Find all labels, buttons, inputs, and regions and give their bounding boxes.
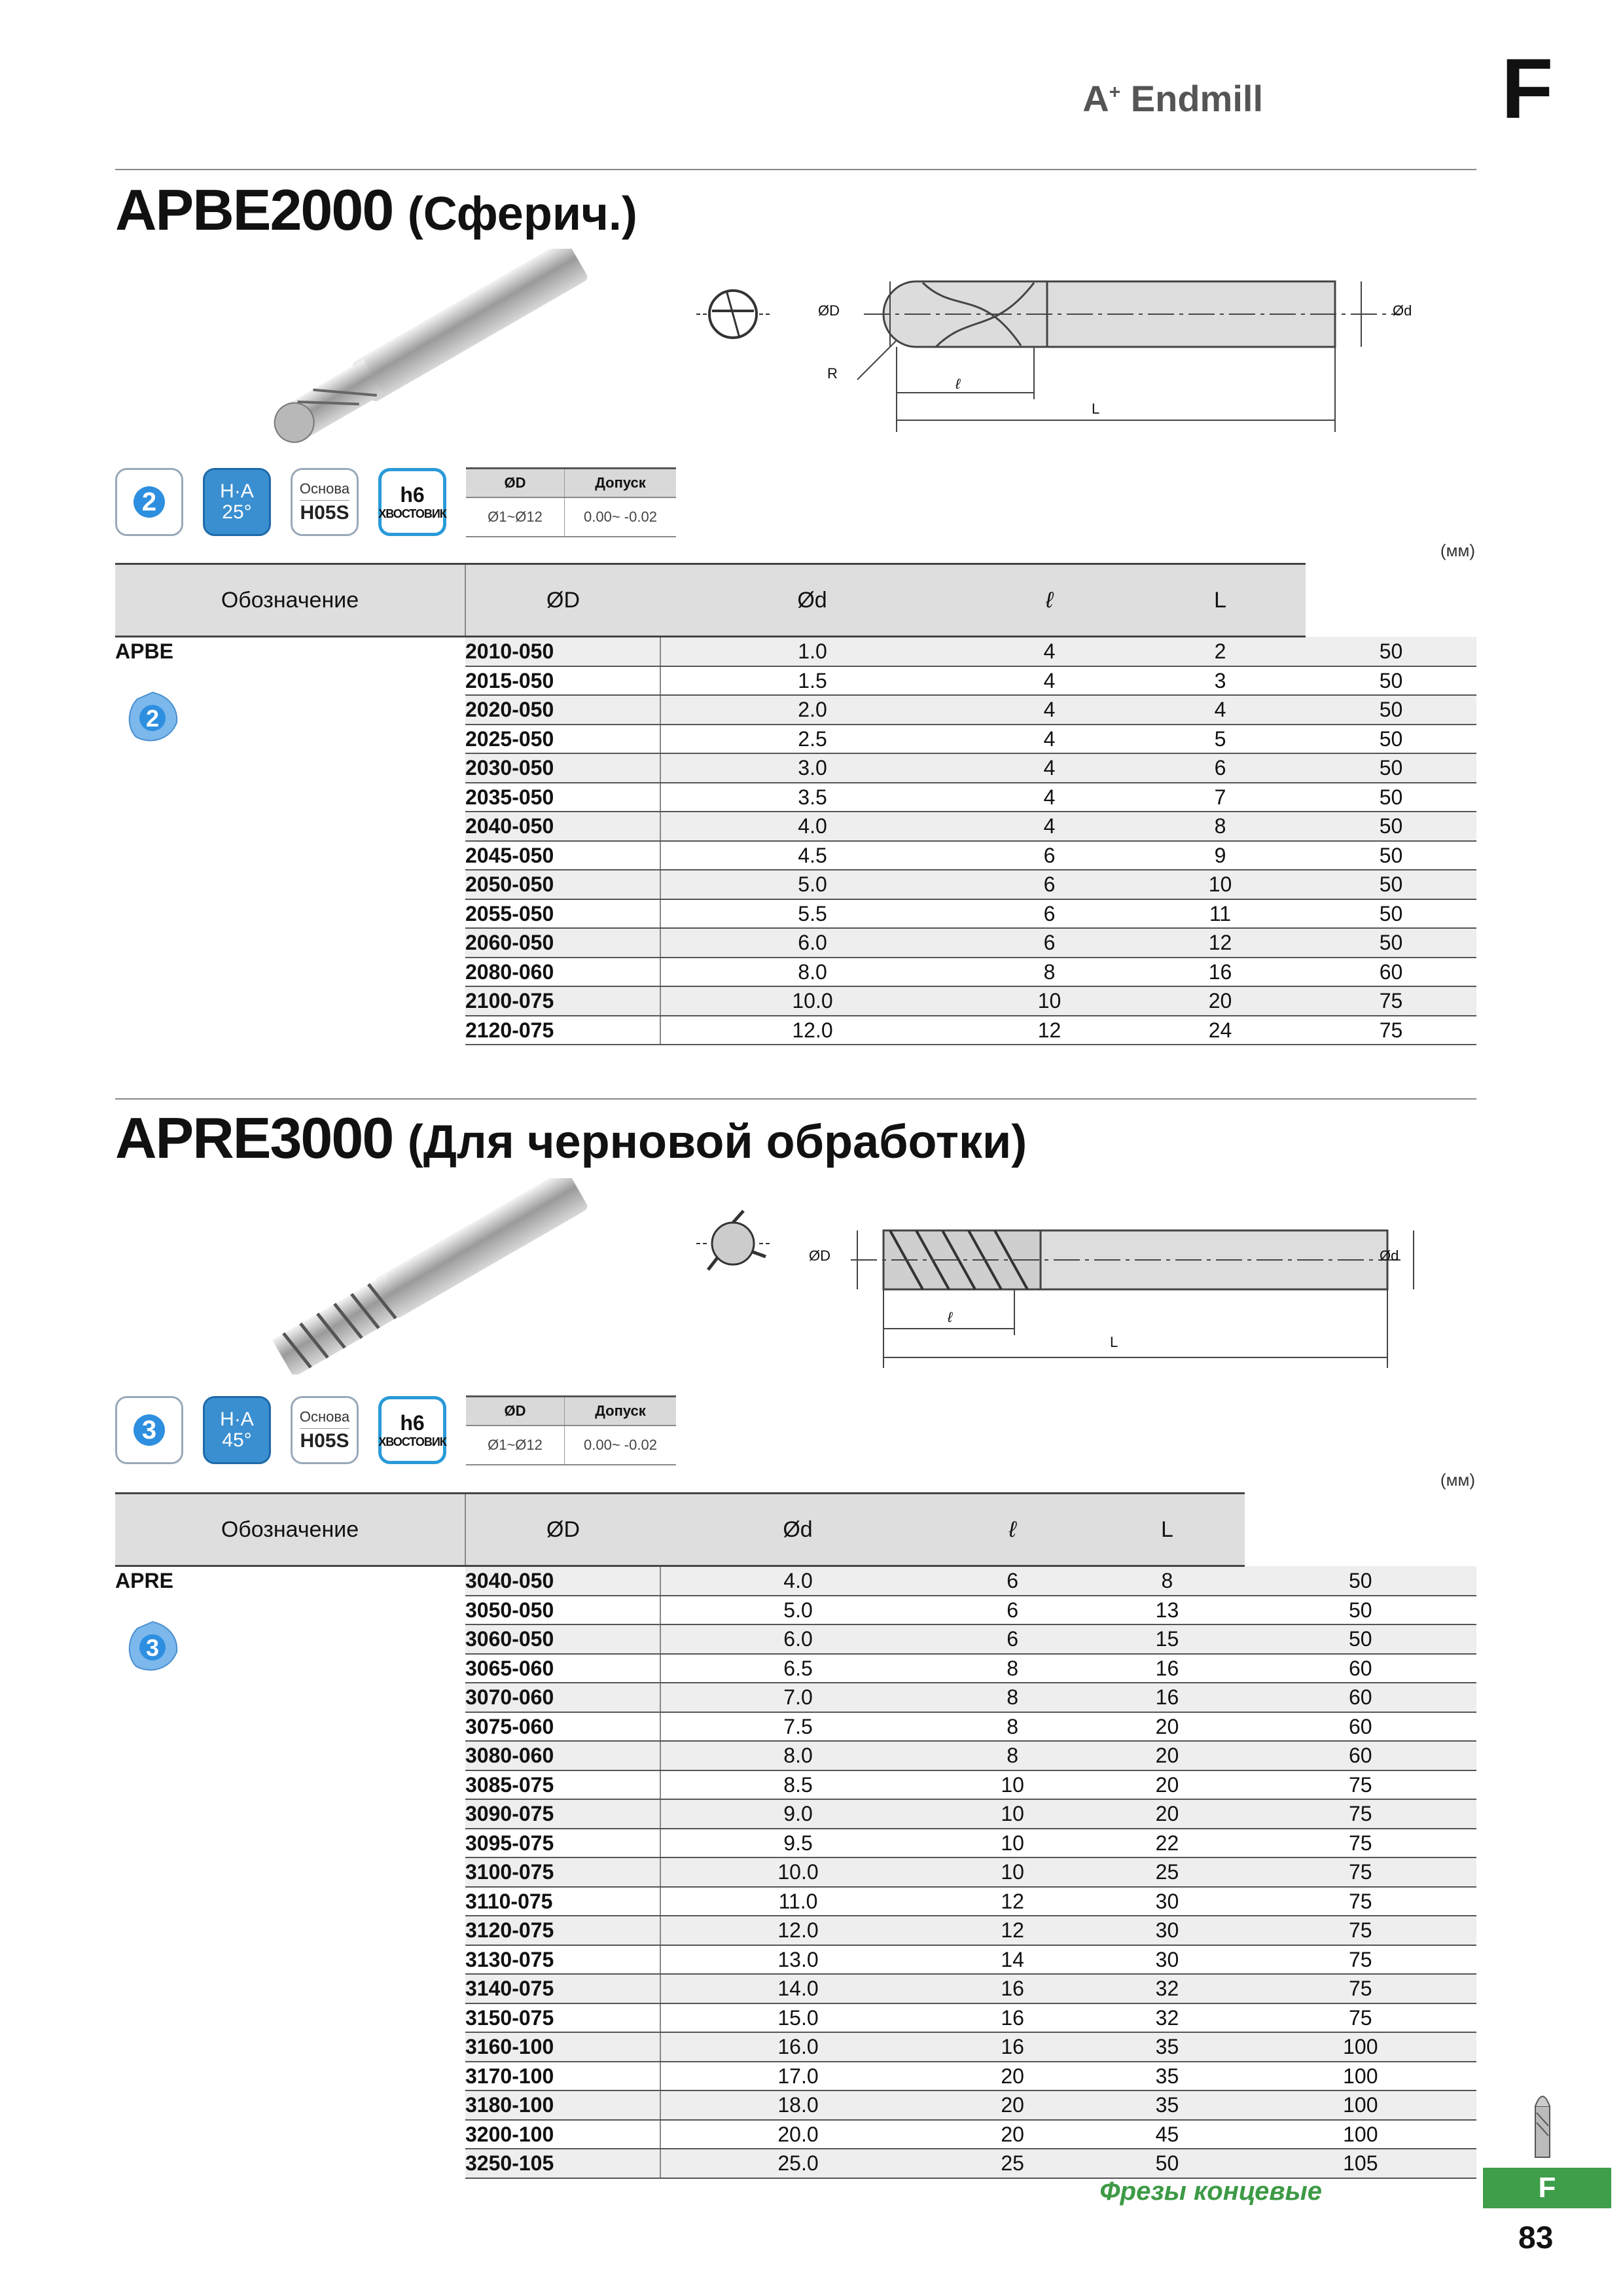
cell-d: 8.0 xyxy=(660,958,964,987)
shank-label: ХВОСТОВИК xyxy=(378,1435,446,1448)
ball-endmill-image xyxy=(249,249,615,445)
cell-designation: 3160-100 xyxy=(465,2032,660,2062)
cell-L: 50 xyxy=(1306,928,1476,958)
apbe-spec-table xyxy=(115,563,1476,1045)
cell-shank: 12 xyxy=(935,1916,1090,1945)
cell-L: 75 xyxy=(1245,1945,1476,1975)
helix-label: H·A xyxy=(220,480,254,502)
cell-L: 50 xyxy=(1306,666,1476,696)
cell-d: 4.0 xyxy=(660,1566,935,1596)
flutes-3-icon xyxy=(115,1396,183,1464)
tolerance-table xyxy=(466,1395,676,1465)
series-cell xyxy=(115,637,465,1045)
cell-designation: 3130-075 xyxy=(465,1945,660,1975)
apre-dimension-drawing xyxy=(812,1217,1440,1368)
cell-designation: 2100-075 xyxy=(465,986,660,1016)
cell-shank: 10 xyxy=(935,1770,1090,1800)
cell-shank: 20 xyxy=(935,2062,1090,2091)
cell-shank: 14 xyxy=(935,1945,1090,1975)
col-d: ØD xyxy=(465,564,660,637)
cell-shank: 16 xyxy=(935,2003,1090,2033)
cell-d: 20.0 xyxy=(660,2120,935,2149)
cell-d: 11.0 xyxy=(660,1887,935,1916)
cell-d: 15.0 xyxy=(660,2003,935,2033)
cell-l: 20 xyxy=(1090,1799,1244,1829)
ball-cross-section-icon xyxy=(694,275,772,353)
cell-d: 6.0 xyxy=(660,928,964,958)
cell-shank: 8 xyxy=(935,1741,1090,1770)
cell-d: 13.0 xyxy=(660,1945,935,1975)
roughing-endmill-image xyxy=(249,1178,615,1374)
cell-shank: 10 xyxy=(935,1799,1090,1829)
table-row xyxy=(115,1566,1476,1596)
cell-d: 6.0 xyxy=(660,1624,935,1654)
col-shank: Ød xyxy=(660,1494,935,1566)
cell-L: 60 xyxy=(1245,1712,1476,1742)
cell-shank: 6 xyxy=(964,928,1135,958)
series-label: APRE xyxy=(115,1569,173,1592)
cell-L: 50 xyxy=(1306,899,1476,929)
cell-L: 50 xyxy=(1306,753,1476,783)
cell-l: 20 xyxy=(1135,986,1306,1016)
dim-label-d: Ød xyxy=(1393,302,1412,319)
cell-d: 12.0 xyxy=(660,1016,964,1045)
cell-designation: 2015-050 xyxy=(465,666,660,696)
cell-d: 7.5 xyxy=(660,1712,935,1742)
cell-l: 20 xyxy=(1090,1770,1244,1800)
cell-L: 75 xyxy=(1245,1829,1476,1858)
cell-l: 16 xyxy=(1135,958,1306,987)
brand-rest: Endmill xyxy=(1120,78,1263,119)
cell-L: 50 xyxy=(1245,1596,1476,1625)
cell-d: 5.0 xyxy=(660,1596,935,1625)
cell-d: 16.0 xyxy=(660,2032,935,2062)
endmill-side-icon xyxy=(1524,2087,1561,2159)
cell-shank: 4 xyxy=(964,812,1135,841)
cell-l: 35 xyxy=(1090,2062,1244,2091)
cell-L: 100 xyxy=(1245,2032,1476,2062)
cell-l: 20 xyxy=(1090,1741,1244,1770)
apbe-dimension-drawing xyxy=(812,275,1440,432)
cell-d: 25.0 xyxy=(660,2149,935,2178)
cell-L: 75 xyxy=(1245,1916,1476,1945)
cell-shank: 6 xyxy=(935,1566,1090,1596)
shank-grade: h6 xyxy=(400,1411,425,1435)
brand-plus: + xyxy=(1109,81,1121,103)
cell-d: 9.5 xyxy=(660,1829,935,1858)
cell-designation: 3170-100 xyxy=(465,2062,660,2091)
series-label: APBE xyxy=(115,639,173,663)
cell-shank: 16 xyxy=(935,2032,1090,2062)
tol-header-d: ØD xyxy=(466,468,565,497)
col-shank: Ød xyxy=(660,564,964,637)
cell-designation: 3095-075 xyxy=(465,1829,660,1858)
flute-count: 3 xyxy=(134,1414,165,1446)
cell-shank: 16 xyxy=(935,1974,1090,2003)
cell-designation: 3250-105 xyxy=(465,2149,660,2178)
cell-L: 50 xyxy=(1306,695,1476,725)
shank-tolerance-icon xyxy=(378,1396,446,1464)
cell-l: 2 xyxy=(1135,637,1306,666)
cell-l: 10 xyxy=(1135,870,1306,899)
cell-designation: 3090-075 xyxy=(465,1799,660,1829)
cell-l: 25 xyxy=(1090,1857,1244,1887)
section-title-apbe xyxy=(115,177,637,243)
roughing-cross-section-icon xyxy=(694,1204,772,1283)
cell-d: 8.0 xyxy=(660,1741,935,1770)
cell-designation: 2020-050 xyxy=(465,695,660,725)
cell-shank: 8 xyxy=(935,1683,1090,1712)
brand-title xyxy=(1082,77,1263,120)
cell-L: 105 xyxy=(1245,2149,1476,2178)
cell-l: 35 xyxy=(1090,2032,1244,2062)
cell-d: 2.0 xyxy=(660,695,964,725)
cell-shank: 6 xyxy=(964,841,1135,870)
apbe-feature-icons xyxy=(115,466,676,538)
cell-L: 75 xyxy=(1245,2003,1476,2033)
cell-shank: 6 xyxy=(964,870,1135,899)
header-divider xyxy=(115,169,1476,170)
col-L: L xyxy=(1090,1494,1244,1566)
cell-l: 9 xyxy=(1135,841,1306,870)
section-letter: F xyxy=(1501,41,1554,136)
tol-value: 0.00~ -0.02 xyxy=(565,497,677,537)
cell-designation: 3180-100 xyxy=(465,2090,660,2120)
dim-label-L: L xyxy=(1110,1334,1118,1350)
flutes-2-icon xyxy=(115,468,183,536)
cell-d: 1.5 xyxy=(660,666,964,696)
cell-l: 4 xyxy=(1135,695,1306,725)
cell-d: 3.0 xyxy=(660,753,964,783)
cell-designation: 3050-050 xyxy=(465,1596,660,1625)
cell-shank: 4 xyxy=(964,637,1135,666)
substrate-grade: H05S xyxy=(300,1428,349,1452)
section-title-code: APBE2000 xyxy=(115,177,393,242)
cell-l: 22 xyxy=(1090,1829,1244,1858)
cell-l: 12 xyxy=(1135,928,1306,958)
cell-l: 3 xyxy=(1135,666,1306,696)
helix-angle: 45° xyxy=(222,1429,252,1451)
footer-section-letter: F xyxy=(1483,2168,1611,2208)
cell-l: 8 xyxy=(1135,812,1306,841)
tol-header-tol: Допуск xyxy=(565,468,677,497)
cell-shank: 4 xyxy=(964,725,1135,754)
cell-L: 50 xyxy=(1306,637,1476,666)
cell-d: 1.0 xyxy=(660,637,964,666)
brand-a: A xyxy=(1082,78,1109,119)
cell-designation: 3140-075 xyxy=(465,1974,660,2003)
cell-l: 32 xyxy=(1090,1974,1244,2003)
cell-d: 6.5 xyxy=(660,1654,935,1683)
cell-d: 14.0 xyxy=(660,1974,935,2003)
cell-l: 50 xyxy=(1090,2149,1244,2178)
cell-designation: 3200-100 xyxy=(465,2120,660,2149)
substrate-grade: H05S xyxy=(300,500,349,524)
dim-label-l: ℓ xyxy=(955,376,961,392)
apre-spec-table xyxy=(115,1492,1476,2179)
flute-count-icon xyxy=(124,1619,181,1676)
cell-l: 16 xyxy=(1090,1683,1244,1712)
tol-range: Ø1~Ø12 xyxy=(466,497,565,537)
cell-designation: 3100-075 xyxy=(465,1857,660,1887)
flute-count: 2 xyxy=(134,486,165,518)
cell-designation: 2120-075 xyxy=(465,1016,660,1045)
col-L: L xyxy=(1135,564,1306,637)
series-cell xyxy=(115,1566,465,2178)
tol-header-d: ØD xyxy=(466,1396,565,1426)
cell-l: 35 xyxy=(1090,2090,1244,2120)
cell-designation: 2025-050 xyxy=(465,725,660,754)
cell-shank: 8 xyxy=(935,1654,1090,1683)
section-title-paren: (Для черновой обработки) xyxy=(407,1116,1027,1168)
cell-d: 4.5 xyxy=(660,841,964,870)
cell-l: 32 xyxy=(1090,2003,1244,2033)
cell-l: 30 xyxy=(1090,1916,1244,1945)
cell-l: 24 xyxy=(1135,1016,1306,1045)
cell-L: 75 xyxy=(1245,1887,1476,1916)
cell-shank: 6 xyxy=(964,899,1135,929)
cell-L: 50 xyxy=(1306,783,1476,812)
cell-d: 18.0 xyxy=(660,2090,935,2120)
cell-shank: 4 xyxy=(964,666,1135,696)
helix-angle: 25° xyxy=(222,501,252,523)
cell-d: 17.0 xyxy=(660,2062,935,2091)
unit-label: (мм) xyxy=(1440,541,1475,560)
cell-l: 45 xyxy=(1090,2120,1244,2149)
cell-d: 5.0 xyxy=(660,870,964,899)
cell-l: 30 xyxy=(1090,1945,1244,1975)
unit-label: (мм) xyxy=(1440,1470,1475,1490)
cell-designation: 3120-075 xyxy=(465,1916,660,1945)
section-title-paren: (Сферич.) xyxy=(407,188,637,240)
apre-feature-icons xyxy=(115,1394,676,1466)
cell-l: 5 xyxy=(1135,725,1306,754)
cell-d: 10.0 xyxy=(660,986,964,1016)
dim-label-R: R xyxy=(827,365,838,382)
cell-shank: 4 xyxy=(964,695,1135,725)
cell-d: 9.0 xyxy=(660,1799,935,1829)
cell-designation: 3150-075 xyxy=(465,2003,660,2033)
helix-angle-icon xyxy=(203,468,271,536)
cell-shank: 12 xyxy=(935,1887,1090,1916)
cell-designation: 3085-075 xyxy=(465,1770,660,1800)
cell-l: 20 xyxy=(1090,1712,1244,1742)
cell-l: 16 xyxy=(1090,1654,1244,1683)
dim-label-l: ℓ xyxy=(948,1309,953,1325)
cell-designation: 3070-060 xyxy=(465,1683,660,1712)
cell-designation: 2050-050 xyxy=(465,870,660,899)
dim-label-d: Ød xyxy=(1380,1247,1399,1264)
cell-designation: 2035-050 xyxy=(465,783,660,812)
cell-l: 8 xyxy=(1090,1566,1244,1596)
cell-L: 75 xyxy=(1306,986,1476,1016)
cell-designation: 3060-050 xyxy=(465,1624,660,1654)
col-designation: Обозначение xyxy=(115,564,465,637)
cell-L: 50 xyxy=(1306,870,1476,899)
cell-shank: 8 xyxy=(964,958,1135,987)
cell-d: 3.5 xyxy=(660,783,964,812)
col-designation: Обозначение xyxy=(115,1494,465,1566)
tol-range: Ø1~Ø12 xyxy=(466,1426,565,1465)
shank-tolerance-icon xyxy=(378,468,446,536)
cell-designation: 3110-075 xyxy=(465,1887,660,1916)
cell-shank: 12 xyxy=(964,1016,1135,1045)
cell-designation: 2030-050 xyxy=(465,753,660,783)
tolerance-table xyxy=(466,467,676,537)
cell-shank: 10 xyxy=(935,1857,1090,1887)
cell-d: 2.5 xyxy=(660,725,964,754)
cell-l: 11 xyxy=(1135,899,1306,929)
cell-L: 60 xyxy=(1306,958,1476,987)
cell-d: 5.5 xyxy=(660,899,964,929)
svg-text:2: 2 xyxy=(145,705,160,732)
col-l: ℓ xyxy=(964,564,1135,637)
cell-designation: 2040-050 xyxy=(465,812,660,841)
helix-label: H·A xyxy=(220,1408,254,1430)
cell-designation: 2060-050 xyxy=(465,928,660,958)
cell-L: 50 xyxy=(1245,1566,1476,1596)
substrate-icon xyxy=(291,1396,359,1464)
dim-label-L: L xyxy=(1092,401,1100,417)
page-number: 83 xyxy=(1518,2221,1554,2255)
cell-designation: 2055-050 xyxy=(465,899,660,929)
substrate-icon xyxy=(291,468,359,536)
section-title-apre xyxy=(115,1105,1027,1172)
cell-designation: 3065-060 xyxy=(465,1654,660,1683)
cell-shank: 6 xyxy=(935,1596,1090,1625)
cell-shank: 6 xyxy=(935,1624,1090,1654)
shank-label: ХВОСТОВИК xyxy=(378,507,446,520)
cell-L: 50 xyxy=(1306,841,1476,870)
cell-l: 13 xyxy=(1090,1596,1244,1625)
substrate-label: Основа xyxy=(299,480,350,497)
table-row xyxy=(115,637,1476,666)
flute-count-icon xyxy=(124,690,181,746)
cell-L: 50 xyxy=(1306,725,1476,754)
section-divider xyxy=(115,1098,1476,1100)
cell-shank: 20 xyxy=(935,2120,1090,2149)
cell-shank: 4 xyxy=(964,783,1135,812)
svg-text:3: 3 xyxy=(145,1634,160,1661)
cell-shank: 25 xyxy=(935,2149,1090,2178)
footer-category: Фрезы концевые xyxy=(1099,2177,1322,2206)
cell-L: 75 xyxy=(1245,1974,1476,2003)
cell-d: 7.0 xyxy=(660,1683,935,1712)
cell-designation: 2080-060 xyxy=(465,958,660,987)
cell-shank: 10 xyxy=(964,986,1135,1016)
helix-angle-icon xyxy=(203,1396,271,1464)
cell-d: 12.0 xyxy=(660,1916,935,1945)
cell-L: 75 xyxy=(1245,1770,1476,1800)
cell-shank: 10 xyxy=(935,1829,1090,1858)
cell-L: 50 xyxy=(1306,812,1476,841)
cell-L: 60 xyxy=(1245,1654,1476,1683)
substrate-label: Основа xyxy=(299,1408,350,1425)
cell-L: 75 xyxy=(1245,1857,1476,1887)
cell-designation: 3075-060 xyxy=(465,1712,660,1742)
cell-l: 6 xyxy=(1135,753,1306,783)
cell-L: 60 xyxy=(1245,1741,1476,1770)
cell-L: 50 xyxy=(1245,1624,1476,1654)
cell-shank: 8 xyxy=(935,1712,1090,1742)
cell-d: 4.0 xyxy=(660,812,964,841)
cell-d: 8.5 xyxy=(660,1770,935,1800)
tol-header-tol: Допуск xyxy=(565,1396,677,1426)
cell-l: 7 xyxy=(1135,783,1306,812)
col-d: ØD xyxy=(465,1494,660,1566)
cell-designation: 2010-050 xyxy=(465,637,660,666)
tol-value: 0.00~ -0.02 xyxy=(565,1426,677,1465)
col-l: ℓ xyxy=(935,1494,1090,1566)
cell-shank: 20 xyxy=(935,2090,1090,2120)
dim-label-D: ØD xyxy=(818,302,840,319)
cell-designation: 2045-050 xyxy=(465,841,660,870)
cell-d: 10.0 xyxy=(660,1857,935,1887)
dim-label-D: ØD xyxy=(809,1247,830,1264)
cell-shank: 4 xyxy=(964,753,1135,783)
cell-designation: 3080-060 xyxy=(465,1741,660,1770)
cell-L: 100 xyxy=(1245,2062,1476,2091)
shank-grade: h6 xyxy=(400,483,425,507)
cell-designation: 3040-050 xyxy=(465,1566,660,1596)
cell-L: 100 xyxy=(1245,2120,1476,2149)
cell-l: 15 xyxy=(1090,1624,1244,1654)
cell-L: 60 xyxy=(1245,1683,1476,1712)
cell-L: 100 xyxy=(1245,2090,1476,2120)
cell-L: 75 xyxy=(1245,1799,1476,1829)
cell-L: 75 xyxy=(1306,1016,1476,1045)
section-title-code: APRE3000 xyxy=(115,1105,393,1170)
cell-l: 30 xyxy=(1090,1887,1244,1916)
